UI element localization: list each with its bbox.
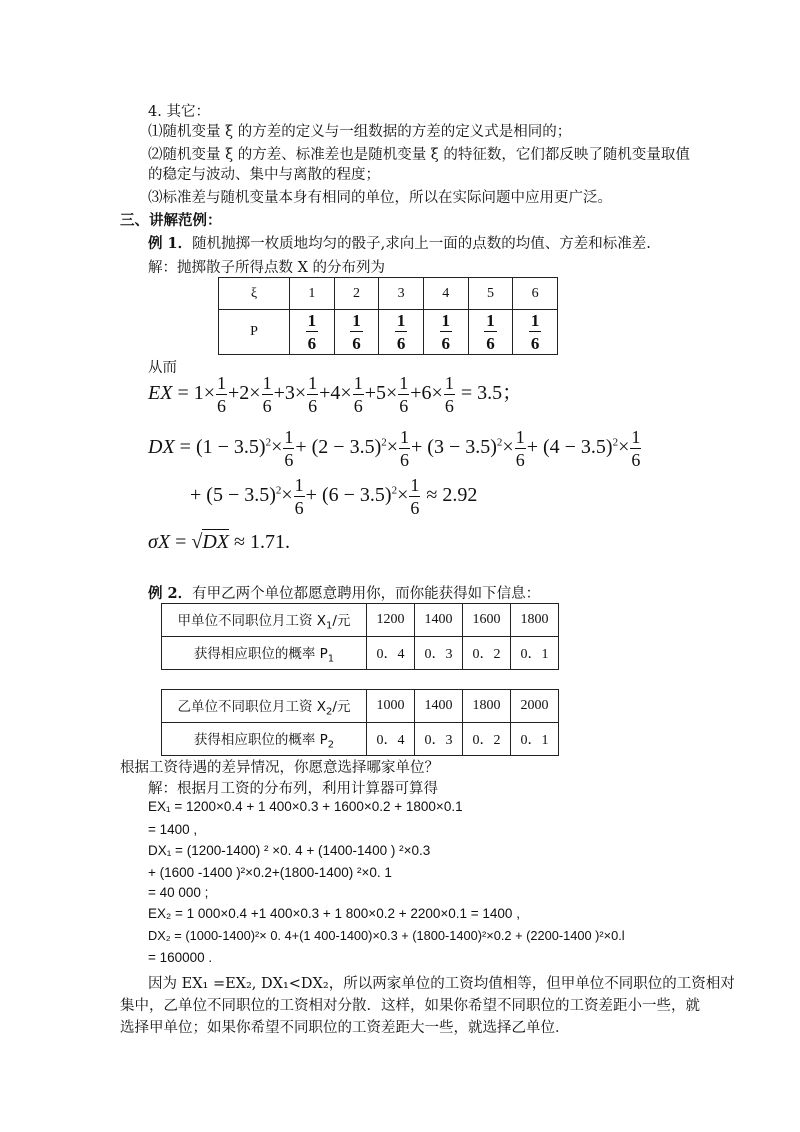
section-heading: 4. 其它： (148, 104, 210, 120)
question-text: 根据工资待遇的差异情况，你愿意选择哪家单位？ (120, 760, 439, 776)
table-cell: 2 (334, 278, 379, 310)
table-header-cell: 获得相应职位的概率 $P_1$ (162, 637, 367, 670)
table-cell: $\frac{1}{6}$ (513, 310, 558, 355)
calc-line: EX₂ = 1 000×0.4 +1 400×0.3 + 1 800×0.2 + 2200×0.1 = 1400 , (148, 906, 520, 921)
table-cell: $\frac{1}{6}$ (468, 310, 513, 355)
table-cell: 0．1 (511, 723, 559, 756)
table-cell: 1400 (415, 690, 463, 723)
table-cell: 0．2 (463, 723, 511, 756)
table-cell: 0．3 (415, 637, 463, 670)
thus-text: 从而 (148, 360, 177, 376)
table-cell: 2000 (511, 690, 559, 723)
table-cell: 5 (468, 278, 513, 310)
paragraph: 的稳定与波动、集中与离散的程度； (148, 167, 380, 183)
calc-line: DX₁ = (1200-1400) ² ×0. 4 + (1400-1400 ) ²×0.3 (148, 843, 431, 858)
table-cell: 0．2 (463, 637, 511, 670)
table-cell: 0．3 (415, 723, 463, 756)
section-heading: 三、讲解范例： (120, 212, 222, 229)
salary-table-a (161, 603, 559, 670)
example-text: 随机抛掷一枚质地均匀的骰子,求向上一面的点数的均值、方差和标准差. (192, 236, 651, 252)
sigma-formula: σX = √DX ≈ 1.71. (148, 531, 291, 553)
solution-text: 解：根据月工资的分布列，利用计算器可算得 (148, 781, 438, 797)
example-statement (148, 232, 651, 253)
table-header-cell: 获得相应职位的概率 $P_2$ (162, 723, 367, 756)
conclusion-text: 集中，乙单位不同职位的工资相对分散．这样，如果你希望不同职位的工资差距小一些，就 (120, 998, 700, 1014)
paragraph: ⑶标准差与随机变量本身有相同的单位，所以在实际问题中应用更广泛。 (148, 190, 612, 206)
table-cell: 3 (379, 278, 424, 310)
salary-table-b (161, 689, 559, 756)
solution-text: 解：抛掷散子所得点数 X 的分布列为 (148, 260, 386, 276)
conclusion-text: 因为 EX₁ =EX₂, DX₁<DX₂，所以两家单位的工资均值相等，但甲单位不同职位的工资相对 (148, 976, 735, 992)
table-cell: $\frac{1}{6}$ (334, 310, 379, 355)
table-cell: 4 (423, 278, 468, 310)
table-cell: 1400 (415, 604, 463, 637)
distribution-table (218, 277, 558, 355)
calc-line: DX₂ = (1000-1400)²× 0. 4+(1 400-1400)×0.3 + (1800-1400)²×0.2 + (2200-1400 )²×0.l (148, 928, 625, 943)
table-cell: 1200 (367, 604, 415, 637)
table-header-cell: 甲单位不同职位月工资 $X_1/$元 (162, 604, 367, 637)
table-cell: 1800 (511, 604, 559, 637)
calc-line: = 160000 . (148, 950, 213, 965)
table-cell: 1600 (463, 604, 511, 637)
table-cell: 0．4 (367, 637, 415, 670)
dx-formula-line1: DX = $(1 - 3.5)^2\times$ $\frac{1}{6}$ + $(2 - 3.5)^2\times$ $\frac{1}{6}$ + $(3 - 3.5)^2\times$ $\frac{1}{6}$ + $(4 - 3.5)^2\times$ $\frac{1}{6}$ (148, 427, 641, 470)
example-label: 例 1． (148, 235, 193, 252)
table-cell: $\frac{1}{6}$ (379, 310, 424, 355)
example-label: 例 2． (148, 585, 193, 602)
ex-formula: EX = 1× $\frac{1}{6}$ +2× $\frac{1}{6}$ +3× $\frac{1}{6}$ +4× $\frac{1}{6}$ +5× $\frac{1}{6}$ +6× $\frac{1}{6}$ = 3.5； (148, 373, 523, 416)
table-cell: 1 (290, 278, 335, 310)
calc-line: = 40 000 ; (148, 885, 209, 900)
table-header-cell: ξ (219, 278, 290, 310)
table-cell: 1000 (367, 690, 415, 723)
example-statement (148, 582, 540, 603)
paragraph: ⑴随机变量 ξ 的方差的定义与一组数据的方差的定义式是相同的； (148, 124, 572, 140)
conclusion-text: 选择甲单位；如果你希望不同职位的工资差距大一些，就选择乙单位． (120, 1020, 570, 1036)
dx-formula-line2: + $(5 - 3.5)^2\times$ $\frac{1}{6}$ + $(6 - 3.5)^2\times$ $\frac{1}{6}$ ≈ 2.92 (190, 475, 478, 518)
example-text: 有甲乙两个单位都愿意聘用你，而你能获得如下信息： (192, 586, 541, 602)
table-cell: 1800 (463, 690, 511, 723)
table-header-cell: P (219, 310, 290, 355)
calc-line: + (1600 -1400 )²×0.2+(1800-1400) ²×0. 1 (148, 865, 392, 880)
table-header-cell: 乙单位不同职位月工资 $X_2/$元 (162, 690, 367, 723)
table-cell: 0．4 (367, 723, 415, 756)
table-cell: $\frac{1}{6}$ (290, 310, 335, 355)
table-cell: $\frac{1}{6}$ (423, 310, 468, 355)
calc-line: = 1400 , (148, 822, 198, 837)
table-cell: 6 (513, 278, 558, 310)
table-cell: 0．1 (511, 637, 559, 670)
calc-line: EX₁ = 1200×0.4 + 1 400×0.3 + 1600×0.2 + 1800×0.1 (148, 799, 463, 814)
paragraph: ⑵随机变量 ξ 的方差、标准差也是随机变量 ξ 的特征数，它们都反映了随机变量取值 (148, 147, 690, 163)
